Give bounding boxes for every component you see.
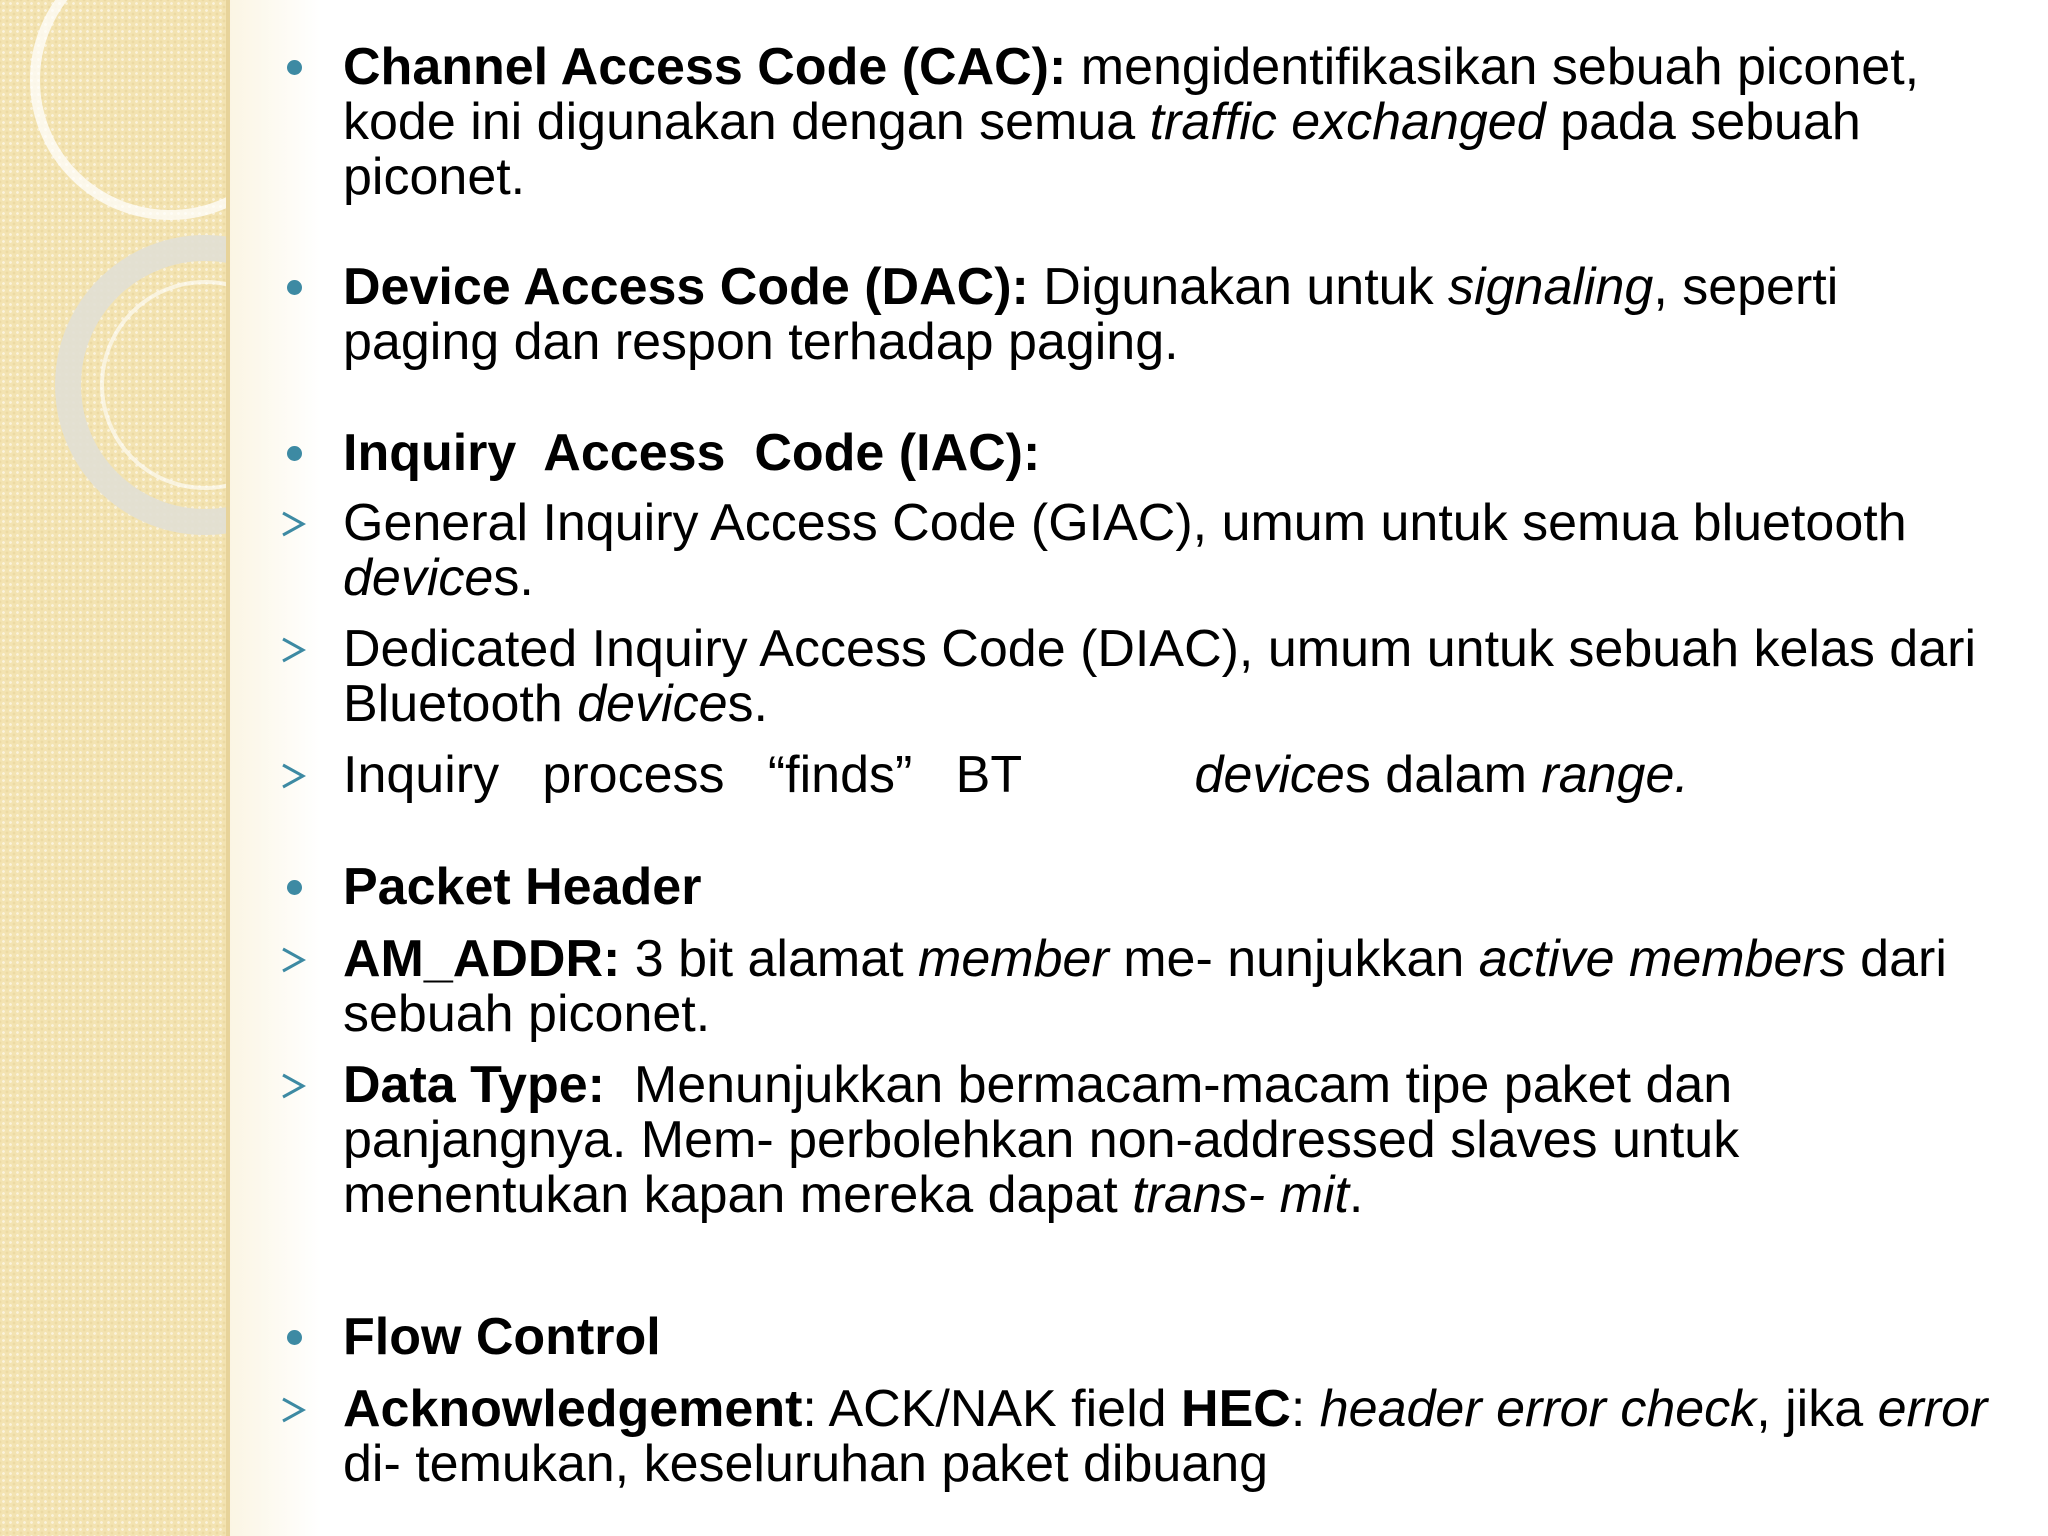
- list-item-flow-control: Flow Control: [343, 1310, 2003, 1365]
- arrow-right-icon: [278, 496, 318, 551]
- list-item-giac: General Inquiry Access Code (GIAC), umum untuk semua bluetooth devices.: [343, 496, 2003, 606]
- arrow-right-icon: [278, 622, 318, 677]
- arrow-right-icon: [278, 1382, 318, 1437]
- bullet-dot-icon: [278, 40, 318, 95]
- list-item-iac: Inquiry Access Code (IAC):: [343, 426, 2003, 481]
- bullet-dot-icon: [278, 860, 318, 915]
- list-item-acknowledgement: Acknowledgement: ACK/NAK field HEC: header error check, jika error di- temukan, keseluruhan paket dibuang: [343, 1382, 2003, 1492]
- bullet-dot-icon: [278, 1310, 318, 1365]
- list-item-inquiry-process: Inquiry process “finds” BT devices dalam range.: [343, 748, 2003, 803]
- arrow-right-icon: [278, 932, 318, 987]
- arrow-right-icon: [278, 1058, 318, 1113]
- list-item-cac: Channel Access Code (CAC): mengidentifikasikan sebuah piconet, kode ini digunakan dengan semua traffic exchanged pada sebuah piconet.: [343, 40, 2003, 205]
- list-item-dac: Device Access Code (DAC): Digunakan untuk signaling, seperti paging dan respon terhadap paging.: [343, 260, 2003, 370]
- list-item-data-type: Data Type: Menunjukkan bermacam-macam tipe paket dan panjangnya. Mem- perbolehkan non-addressed slaves untuk menentukan kapan mereka dapat trans- mit.: [343, 1058, 2003, 1223]
- bullet-dot-icon: [278, 426, 318, 481]
- bullet-dot-icon: [278, 260, 318, 315]
- arrow-right-icon: [278, 748, 318, 803]
- list-item-diac: Dedicated Inquiry Access Code (DIAC), umum untuk sebuah kelas dari Bluetooth devices.: [343, 622, 2003, 732]
- list-item-packet-header: Packet Header: [343, 860, 2003, 915]
- list-item-am-addr: AM_ADDR: 3 bit alamat member me- nunjukkan active members dari sebuah piconet.: [343, 932, 2003, 1042]
